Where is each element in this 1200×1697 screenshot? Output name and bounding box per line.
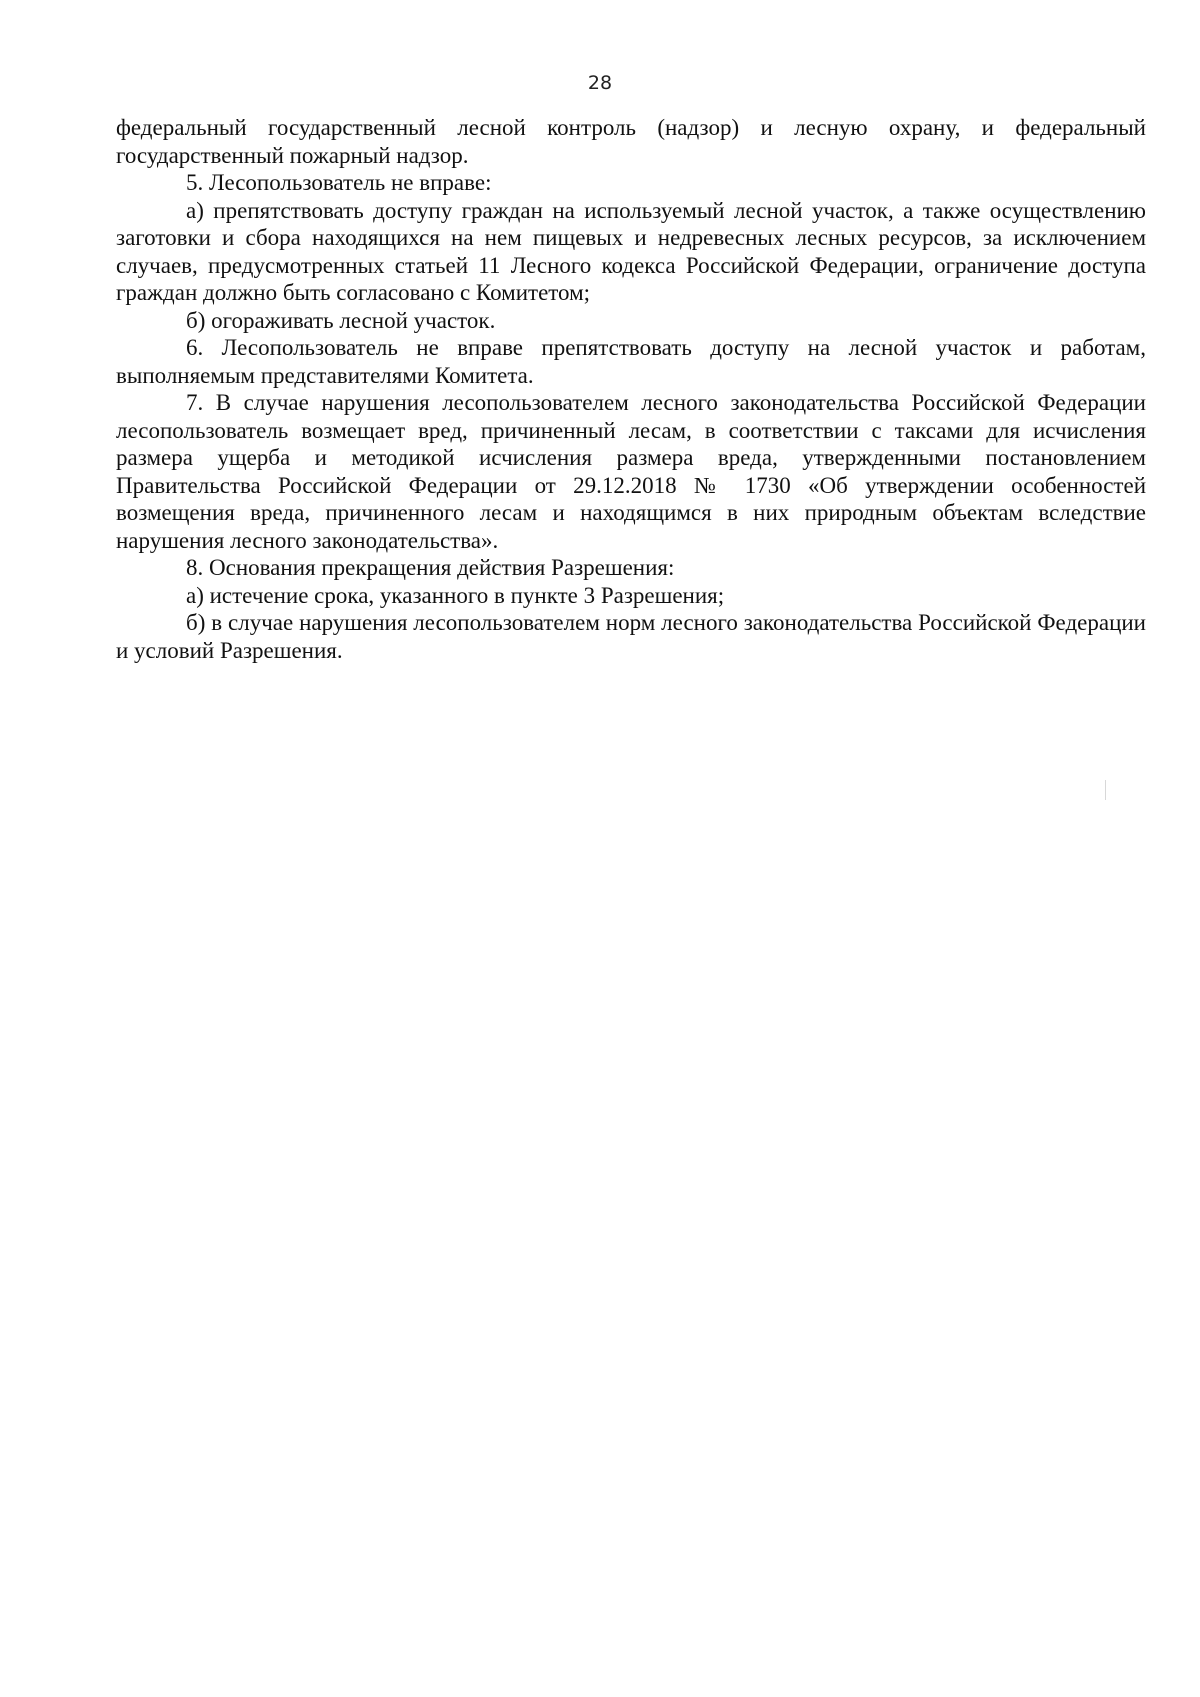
page-number: 28 (587, 72, 613, 94)
paragraph-item-5b: б) огораживать лесной участок. (186, 307, 496, 333)
paragraph-item-8: 8. Основания прекращения действия Разрешения: (186, 555, 675, 580)
paragraph-item-8a: а) истечение срока, указанного в пункте 3 Разрешения; (186, 582, 725, 608)
document-body (116, 114, 1146, 664)
paragraph-continuation: федеральный государственный лесной контроль (надзор) и лесную охрану, и федеральный государственный пожарный надзор. (116, 115, 1146, 168)
paragraph-item-7: 7. В случае нарушения лесопользователем лесного законодательства Российской Федерации лесопользователь возмещает вред, причиненный лесам, в соответствии с таксами для исчисления размера ущерба и методикой исчисления размера вреда, утвержденными постановлением Правительства Российской Федерации от 29.12.2018 № 1730 «Об утверждении особенностей возмещения вреда, причиненного лесам и находящимся в них природным объектам вследствие нарушения лесного законодательства». (116, 390, 1146, 553)
paragraph-item-5: 5. Лесопользователь не вправе: (186, 170, 492, 195)
paragraph-item-5a: а) препятствовать доступу граждан на используемый лесной участок, а также осуществлению заготовки и сбора находящихся на нем пищевых и недревесных лесных ресурсов, за исключением случаев, предусмотренных статьей 11 Лесного кодекса Российской Федерации, ограничение доступа граждан должно быть согласовано с Комитетом; (116, 197, 1146, 305)
paragraph-item-8b: б) в случае нарушения лесопользователем норм лесного законодательства Российской Федерации и условий Разрешения. (116, 610, 1146, 663)
scan-artifact-line (1105, 780, 1106, 800)
paragraph-item-6: 6. Лесопользователь не вправе препятствовать доступу на лесной участок и работам, выполняемым представителями Комитета. (116, 335, 1146, 388)
